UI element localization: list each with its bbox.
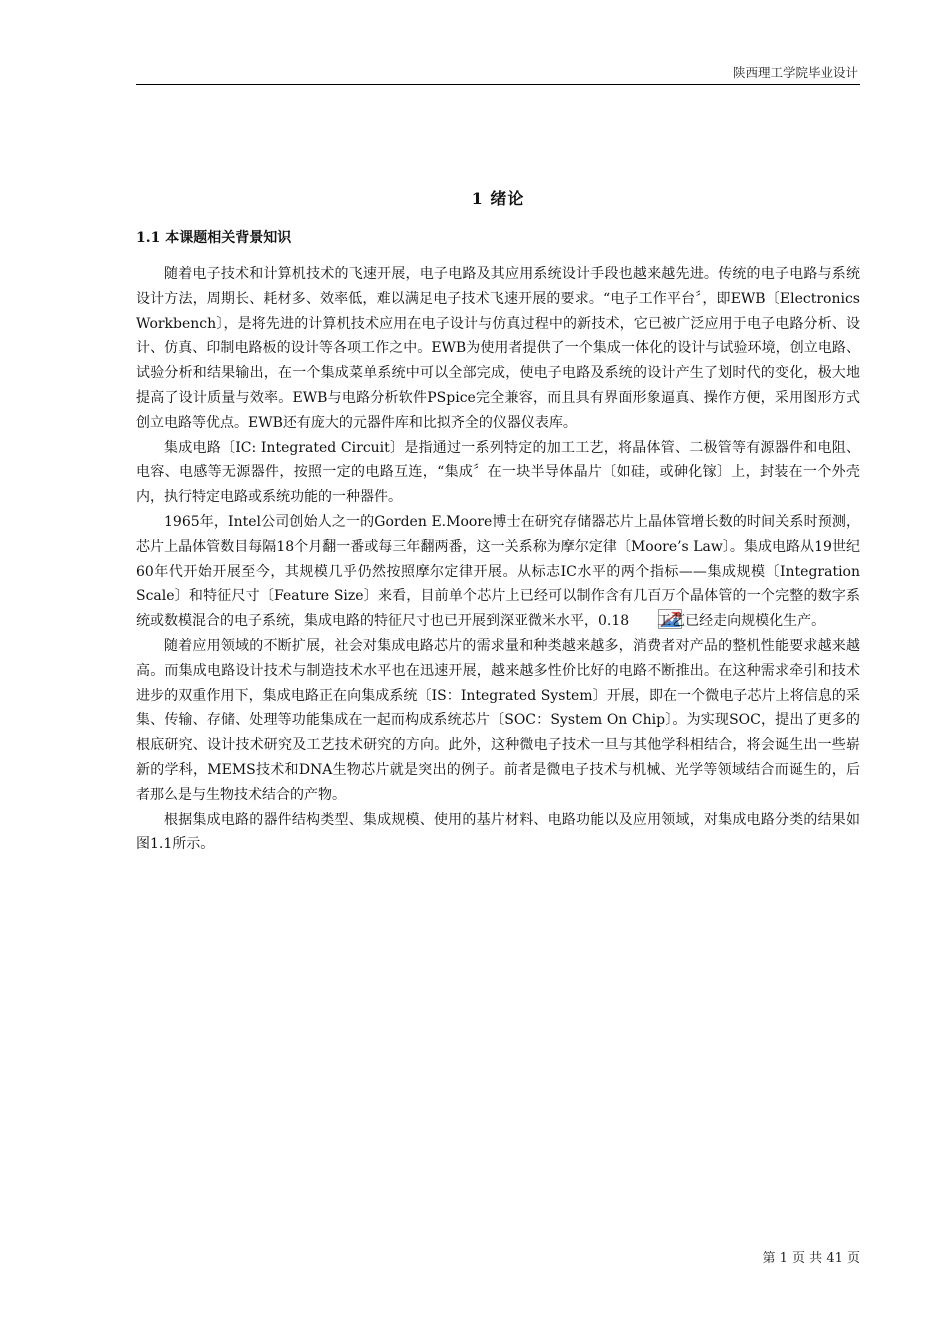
body-text [136,262,860,857]
paragraph-classification: 根据集成电路的器件结构类型、集成规模、使用的基片材料、电路功能以及应用领域，对集成电路分类的结果如图1.1所示。 [136,811,860,853]
paragraph-ic-definition: 集成电路〔IC: Integrated Circuit〕是指通过一系列特定的加工工艺，将晶体管、二极管等有源器件和电阻、电容、电感等无源器件，按照一定的电路互连，“集成〞在一块半导体晶片〔如硅，或砷化镓〕上，封装在一个外壳内，执行特定电路或系统功能的一种器件。 [136,439,860,506]
page-header [136,64,860,85]
paragraph-ewb: 随着电子技术和计算机技术的飞速开展，电子电路及其应用系统设计手段也越来越先进。传统的电子电路与系统设计方法，周期长、耗材多、效率低，难以满足电子技术飞速开展的要求。“电子工作平台〞，即EWB〔Electronics Workbench〕，是将先进的计算机技术应用在电子设计与仿真过程中的新技术，它已被广泛应用于电子电路分析、设计、仿真、印制电路板的设计等各项工作之中。EWB为使用者提供了一个集成一体化的设计与试验环境，创立电路、试验分析和结果输出，在一个集成菜单系统中可以全部完成，使电子电路及系统的设计产生了划时代的变化，极大地提高了设计质量与效率。EWB与电路分析软件PSpice完全兼容，而且具有界面形象逼真、操作方便，采用图形方式创立电路等优点。EWB还有庞大的元器件库和比拟齐全的仪器仪表库。 [136,266,860,431]
chapter-title: 1 绪论 [471,189,525,208]
paragraph-soc: 随着应用领域的不断扩展，社会对集成电路芯片的需求量和种类越来越多，消费者对产品的整机性能要求越来越高。而集成电路设计技术与制造技术水平也在迅速开展，越来越多性价比好的电路不断推出。在这种需求牵引和技术进步的双重作用下，集成电路正在向集成系统〔IS：Integrated System〕开展，即在一个微电子芯片上将信息的采集、传输、存储、处理等功能集成在一起而构成系统芯片〔SOC：System On Chip〕。为实现SOC，提出了更多的根底研究、设计技术研究及工艺技术研究的方向。此外，这种微电子技术一旦与其他学科相结合，将会诞生出一些崭新的学科，MEMS技术和DNA生物芯片就是突出的例子。前者是微电子技术与机械、光学等领域结合而诞生的，后者那么是与生物技术结合的产物。 [136,637,860,803]
paragraph-moore-law-text-before: 1965年，Intel公司创始人之一的Gorden E.Moore博士在研究存储器芯片上晶体管增长数的时间关系时预测，芯片上晶体管数目每隔18个月翻一番或每三年翻两番，这一关系称为摩尔定律〔Moore’s Law〕。集成电路从19世纪60年代开始开展至今，其规模几乎仍然按照摩尔定律开展。从标志IC水平的两个指标——集成规模〔Integration Scale〕和特征尺寸〔Feature Size〕来看，目前单个芯片上已经可以制作含有几百万个晶体管的一个完整的数字系统或数模混合的电子系统，集成电路的特征尺寸也已开展到深亚微米水平，0.18 [136,513,860,630]
paragraph-moore-law-text-after: 工艺已经走向规模化生产。 [657,613,826,630]
paragraph-moore-law [136,510,860,634]
header-title: 陕西理工学院毕业设计 [732,65,858,80]
broken-image-icon [630,609,654,629]
section-title: 1.1 本课题相关背景知识 [136,230,292,246]
page-number: 第 1 页 共 41 页 [762,1251,860,1266]
